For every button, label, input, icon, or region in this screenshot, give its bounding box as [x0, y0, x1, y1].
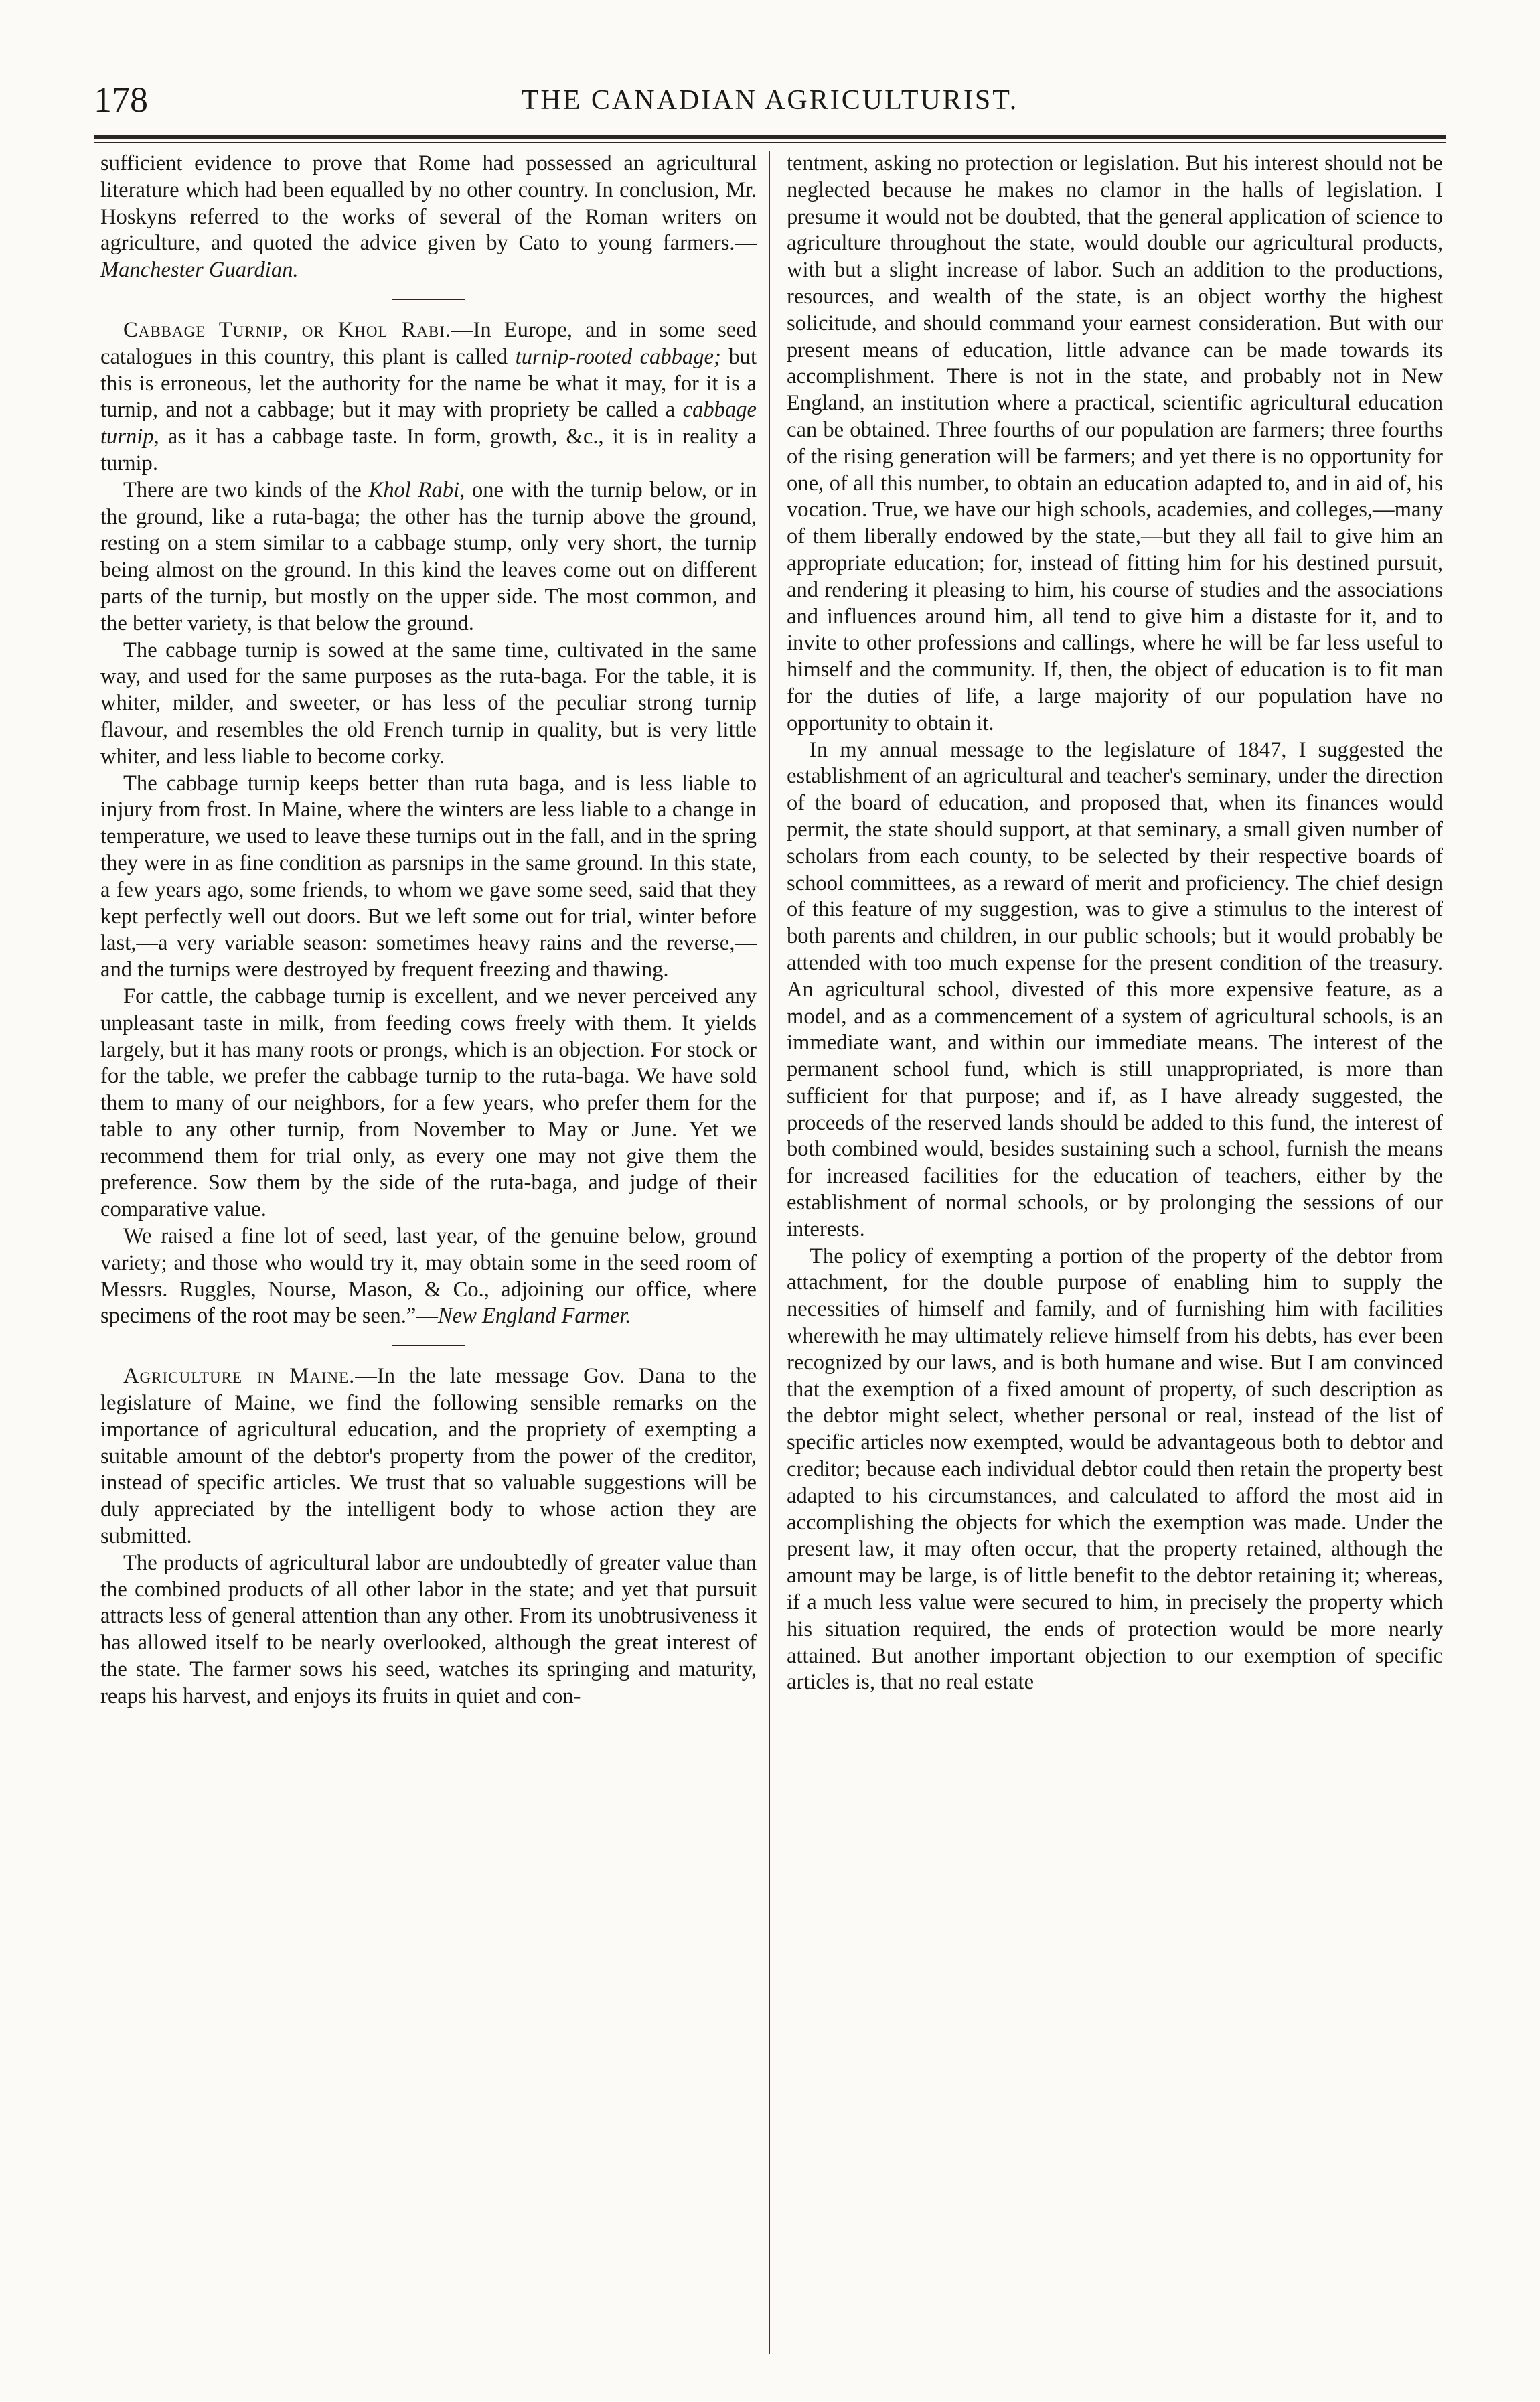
left-column [100, 151, 757, 2367]
cabbage-turnip-paragraph: Cabbage Turnip, or Khol Rabi.—In Europe, and in some seed catalogues in this country, this plant is called turnip-rooted cabbage; but this is erroneous, let the authority for the name be what it may, for it is a turnip, and not a cabbage; but it may with propriety be called a cabbage turnip, as it has a cabbage taste. In form, growth, &c., it is in reality a turnip. [100, 317, 757, 475]
cabbage-turnip-paragraph: The cabbage turnip keeps better than ruta baga, and is less liable to injury from frost. In Maine, where the winters are less liable to a change in temperature, we used to leave these turnips out in the fall, and in the spring they were in as fine condition as parsnips in the same ground. In this state, a few years ago, some friends, to whom we gave some seed, said that they kept perfectly well out doors. But we left some out for trial, winter before last,—a very variable season: sometimes heavy rains and the reverse,—and the turnips were destroyed by frequent freezing and thawing. [100, 771, 757, 982]
cabbage-turnip-paragraph: The cabbage turnip is sowed at the same time, cultivated in the same way, and used for the same purposes as the ruta-baga. For the table, it is whiter, milder, and sweeter, or has less of the peculiar strong turnip flavour, and resembles the old French turnip in quality, but is very little whiter, and less liable to become corky. [100, 637, 757, 769]
running-title: THE CANADIAN AGRICULTURIST. [521, 85, 1019, 116]
article-heading-agriculture-maine: Agriculture in Maine. [123, 1364, 356, 1389]
source-credit: New England Farmer. [437, 1304, 631, 1329]
rome-paragraph: sufficient evidence to prove that Rome had possessed an agricultural literature which had been equalled by no other country. In conclusion, Mr. Hoskyns referred to the works of several of the Roman writers on agriculture, and quoted the advice given by Cato to young farmers.—Manchester Guardian. [100, 151, 757, 283]
agriculture-maine-paragraph: In my annual message to the legislature of 1847, I suggested the establishment of an agricultural and teacher's seminary, under the direction of the board of education, and proposed that, when its finances would permit, the state should support, at that seminary, a small given number of scholars from each county, to be selected by their respective boards of school committees, as a reward of merit and proficiency. The chief design of this feature of my suggestion, was to give a stimulus to the interest of both parents and children, in our public schools; but it would probably be attended with too much expense for the present condition of the treasury. An agricultural school, divested of this more expensive feature, as a model, and as a commencement of a system of agricultural schools, is an immediate want, and within our immediate means. The interest of the permanent school fund, which is still unappropriated, is more than sufficient for that purpose; and if, as I have already suggested, the proceeds of the reserved lands should be added to this fund, the interest of both combined would, besides sustaining such a school, furnish the means for increased facilities for the education of teachers, either by the establishment of normal schools, or by prolonging the sessions of our interests. [787, 737, 1443, 1242]
page-header [94, 79, 1446, 133]
agriculture-maine-paragraph: The products of agricultural labor are undoubtedly of greater value than the combined products of all other labor in the state; and yet that pursuit attracts less of general attention than any other. From its unobtrusiveness it has allowed itself to be nearly overlooked, although the great interest of the state. The farmer sows his seed, watches its springing and maturity, reaps his harvest, and enjoys its fruits in quiet and con- [100, 1550, 757, 1708]
header-rule-thin [94, 142, 1446, 143]
header-rule-thick [94, 135, 1446, 139]
agriculture-maine-paragraph: Agriculture in Maine.—In the late message Gov. Dana to the legislature of Maine, we find the following sensible remarks on the importance of agricultural education, and the propriety of exempting a suitable amount of the debtor's property from the power of the creditor, instead of specific articles. We trust that so valuable suggestions will be duly appreciated by the intelligent body to whose action they are submitted. [100, 1364, 757, 1549]
cabbage-turnip-paragraph: We raised a fine lot of seed, last year, of the genuine below, ground variety; and those who would try it, may obtain some in the seed room of Messrs. Ruggles, Nourse, Mason, & Co., adjoining our office, where specimens of the root may be seen.”—New England Farmer. [100, 1224, 757, 1329]
article-divider [392, 299, 465, 300]
agriculture-maine-paragraph: tentment, asking no protection or legislation. But his interest should not be neglected because he makes no clamor in the halls of legislation. I presume it would not be doubted, that the general application of science to agriculture throughout the state, would double our agricultural products, with but a slight increase of labor. Such an addition to the productions, resources, and wealth of the state, is an object worthy the highest solicitude, and should command your earnest consideration. But with our present means of education, little advance can be made towards its accomplishment. There is not in the state, and probably not in New England, an institution where a practical, scientific agricultural education can be obtained. Three fourths of our population are farmers; three fourths of the rising generation will be farmers; and yet there is no opportunity for one, of all this number, to obtain an education adapted to, and in aid of, his vocation. True, we have our high schools, academies, and colleges,—many of them liberally endowed by the state,—but they all fail to give him an appropriate education; for, instead of fitting him for his destined pursuit, and rendering it pleasing to him, his course of studies and the associations and influences around him, all tend to give him a distaste for it, and to invite to other professions and callings, where he will be far less useful to himself and the community. If, then, the object of education is to fit man for the duties of life, a large majority of our population have no opportunity to obtain it. [787, 151, 1443, 735]
right-column [787, 151, 1443, 2367]
column-divider [769, 151, 770, 2354]
page-number: 178 [94, 80, 148, 120]
agriculture-maine-paragraph: The policy of exempting a portion of the property of the debtor from attachment, for the double purpose of enabling him to supply the necessities of himself and family, and of furnishing him with facilities wherewith he may ultimately relieve himself from his debts, has ever been recognized by our laws, and is both humane and wise. But I am convinced that the exemption of a fixed amount of property, of such description as the debtor might select, whether personal or real, instead of the list of specific articles now exempted, would be advantageous both to debtor and creditor; because each individual debtor could then retain the property best adapted to his circumstances, and calculated to afford the most aid in accomplishing the objects for which the exemption was made. Under the present law, it may often occur, that the property retained, although the amount may be large, is of little benefit to the debtor retaining it; whereas, if a much less value were secured to him, in precisely the property which his situation required, the ends of protection would be more nearly attained. But another important objection to our exemption of specific articles is, that no real estate [787, 1244, 1443, 1695]
article-heading-cabbage-turnip: Cabbage Turnip, or Khol Rabi. [123, 317, 451, 342]
cabbage-turnip-paragraph: For cattle, the cabbage turnip is excellent, and we never perceived any unpleasant taste in milk, from feeding cows freely with them. It yields largely, but it has many roots or prongs, which is an objection. For stock or for the table, we prefer the cabbage turnip to the ruta-baga. We have sold them to many of our neighbors, for a few years, who prefer them for the table to any other turnip, from November to May or June. Yet we recommend them for trial only, as every one may not give them the preference. Sow them by the side of the ruta-baga, and judge of their comparative value. [100, 984, 757, 1222]
article-divider [392, 1345, 465, 1346]
source-credit: Manchester Guardian. [100, 258, 299, 283]
cabbage-turnip-paragraph: There are two kinds of the Khol Rabi, one with the turnip below, or in the ground, like a ruta-baga; the other has the turnip above the ground, resting on a stem similar to a cabbage stump, only very short, the turnip being almost on the ground. In this kind the leaves come out on different parts of the turnip, but mostly on the upper side. The most common, and the better variety, is that below the ground. [100, 477, 757, 635]
